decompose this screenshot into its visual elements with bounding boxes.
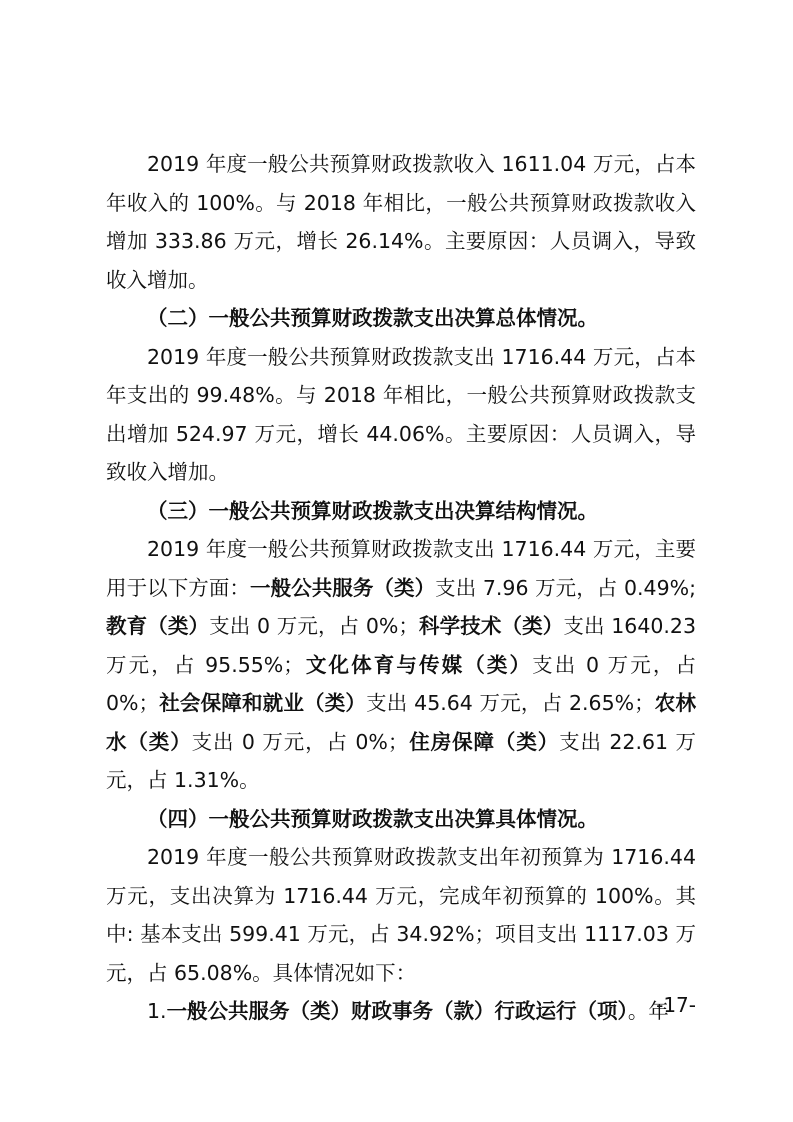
category-science-technology: 科学技术（类）: [418, 614, 564, 638]
structure-intro: 2019 年度一般公共预算财政拨款支出 1716.44 万元，主要用于以下方面：: [106, 537, 696, 600]
category-general-public-services-amount: 支出 7.96 万元，占 0.49%;: [435, 575, 696, 600]
category-agriculture: 农林水（类）: [106, 691, 696, 754]
item-1-text: 。年: [627, 999, 669, 1023]
category-education-amount: 支出 0 万元，占 0%；: [209, 614, 419, 638]
category-science-technology-amount: 支出 1640.23 万元，占 95.55%；: [106, 614, 697, 677]
income-paragraph: 2019 年度一般公共预算财政拨款收入 1611.04 万元，占本年收入的 100%。与 2018 年相比，一般公共预算财政拨款收入增加 333.86 万元，增长 26.14%。主要原因：人员调入，导致收入增加。: [106, 152, 696, 292]
item-1-title: 一般公共服务（类）财政事务（款）行政运行（项）: [166, 999, 628, 1023]
expenditure-detail-paragraph: 2019 年度一般公共预算财政拨款支出年初预算为 1716.44 万元，支出决算为 1716.44 万元，完成年初预算的 100%。其中: 基本支出 599.41 万元，占 34.92%；项目支出 1117.03 万元，占 65.08%。具体情况如下：: [106, 845, 696, 985]
category-housing-amount: 支出 22.61 万元，占 1.31%。: [106, 729, 696, 792]
page-number: -17-: [656, 993, 696, 1017]
category-housing: 住房保障（类）: [408, 729, 560, 754]
section-heading-3: （三）一般公共预算财政拨款支出决算结构情况。: [147, 498, 598, 523]
page-content: [106, 145, 696, 1031]
category-culture-sports-media: 文化体育与传媒（类）: [303, 652, 533, 677]
category-culture-sports-media-amount: 支出 0 万元，占 0%；: [106, 652, 697, 715]
category-agriculture-amount: 支出 0 万元，占 0%；: [191, 729, 409, 754]
item-1-paragraph: [106, 992, 696, 1031]
item-1-number: 1.: [147, 999, 167, 1023]
category-social-security: 社会保障和就业（类）: [159, 691, 367, 715]
category-education: 教育（类）: [106, 614, 210, 638]
section-heading-4: （四）一般公共预算财政拨款支出决算具体情况。: [147, 806, 598, 831]
category-social-security-amount: 支出 45.64 万元，占 2.65%；: [366, 691, 655, 715]
section-heading-2: （二）一般公共预算财政拨款支出决算总体情况。: [147, 306, 598, 330]
expenditure-structure-paragraph: [106, 530, 696, 800]
category-general-public-services: 一般公共服务（类）: [250, 575, 436, 600]
expenditure-total-paragraph: 2019 年度一般公共预算财政拨款支出 1716.44 万元，占本年支出的 99.48%。与 2018 年相比，一般公共预算财政拨款支出增加 524.97 万元，增长 44.06%。主要原因：人员调入，导致收入增加。: [106, 344, 696, 484]
